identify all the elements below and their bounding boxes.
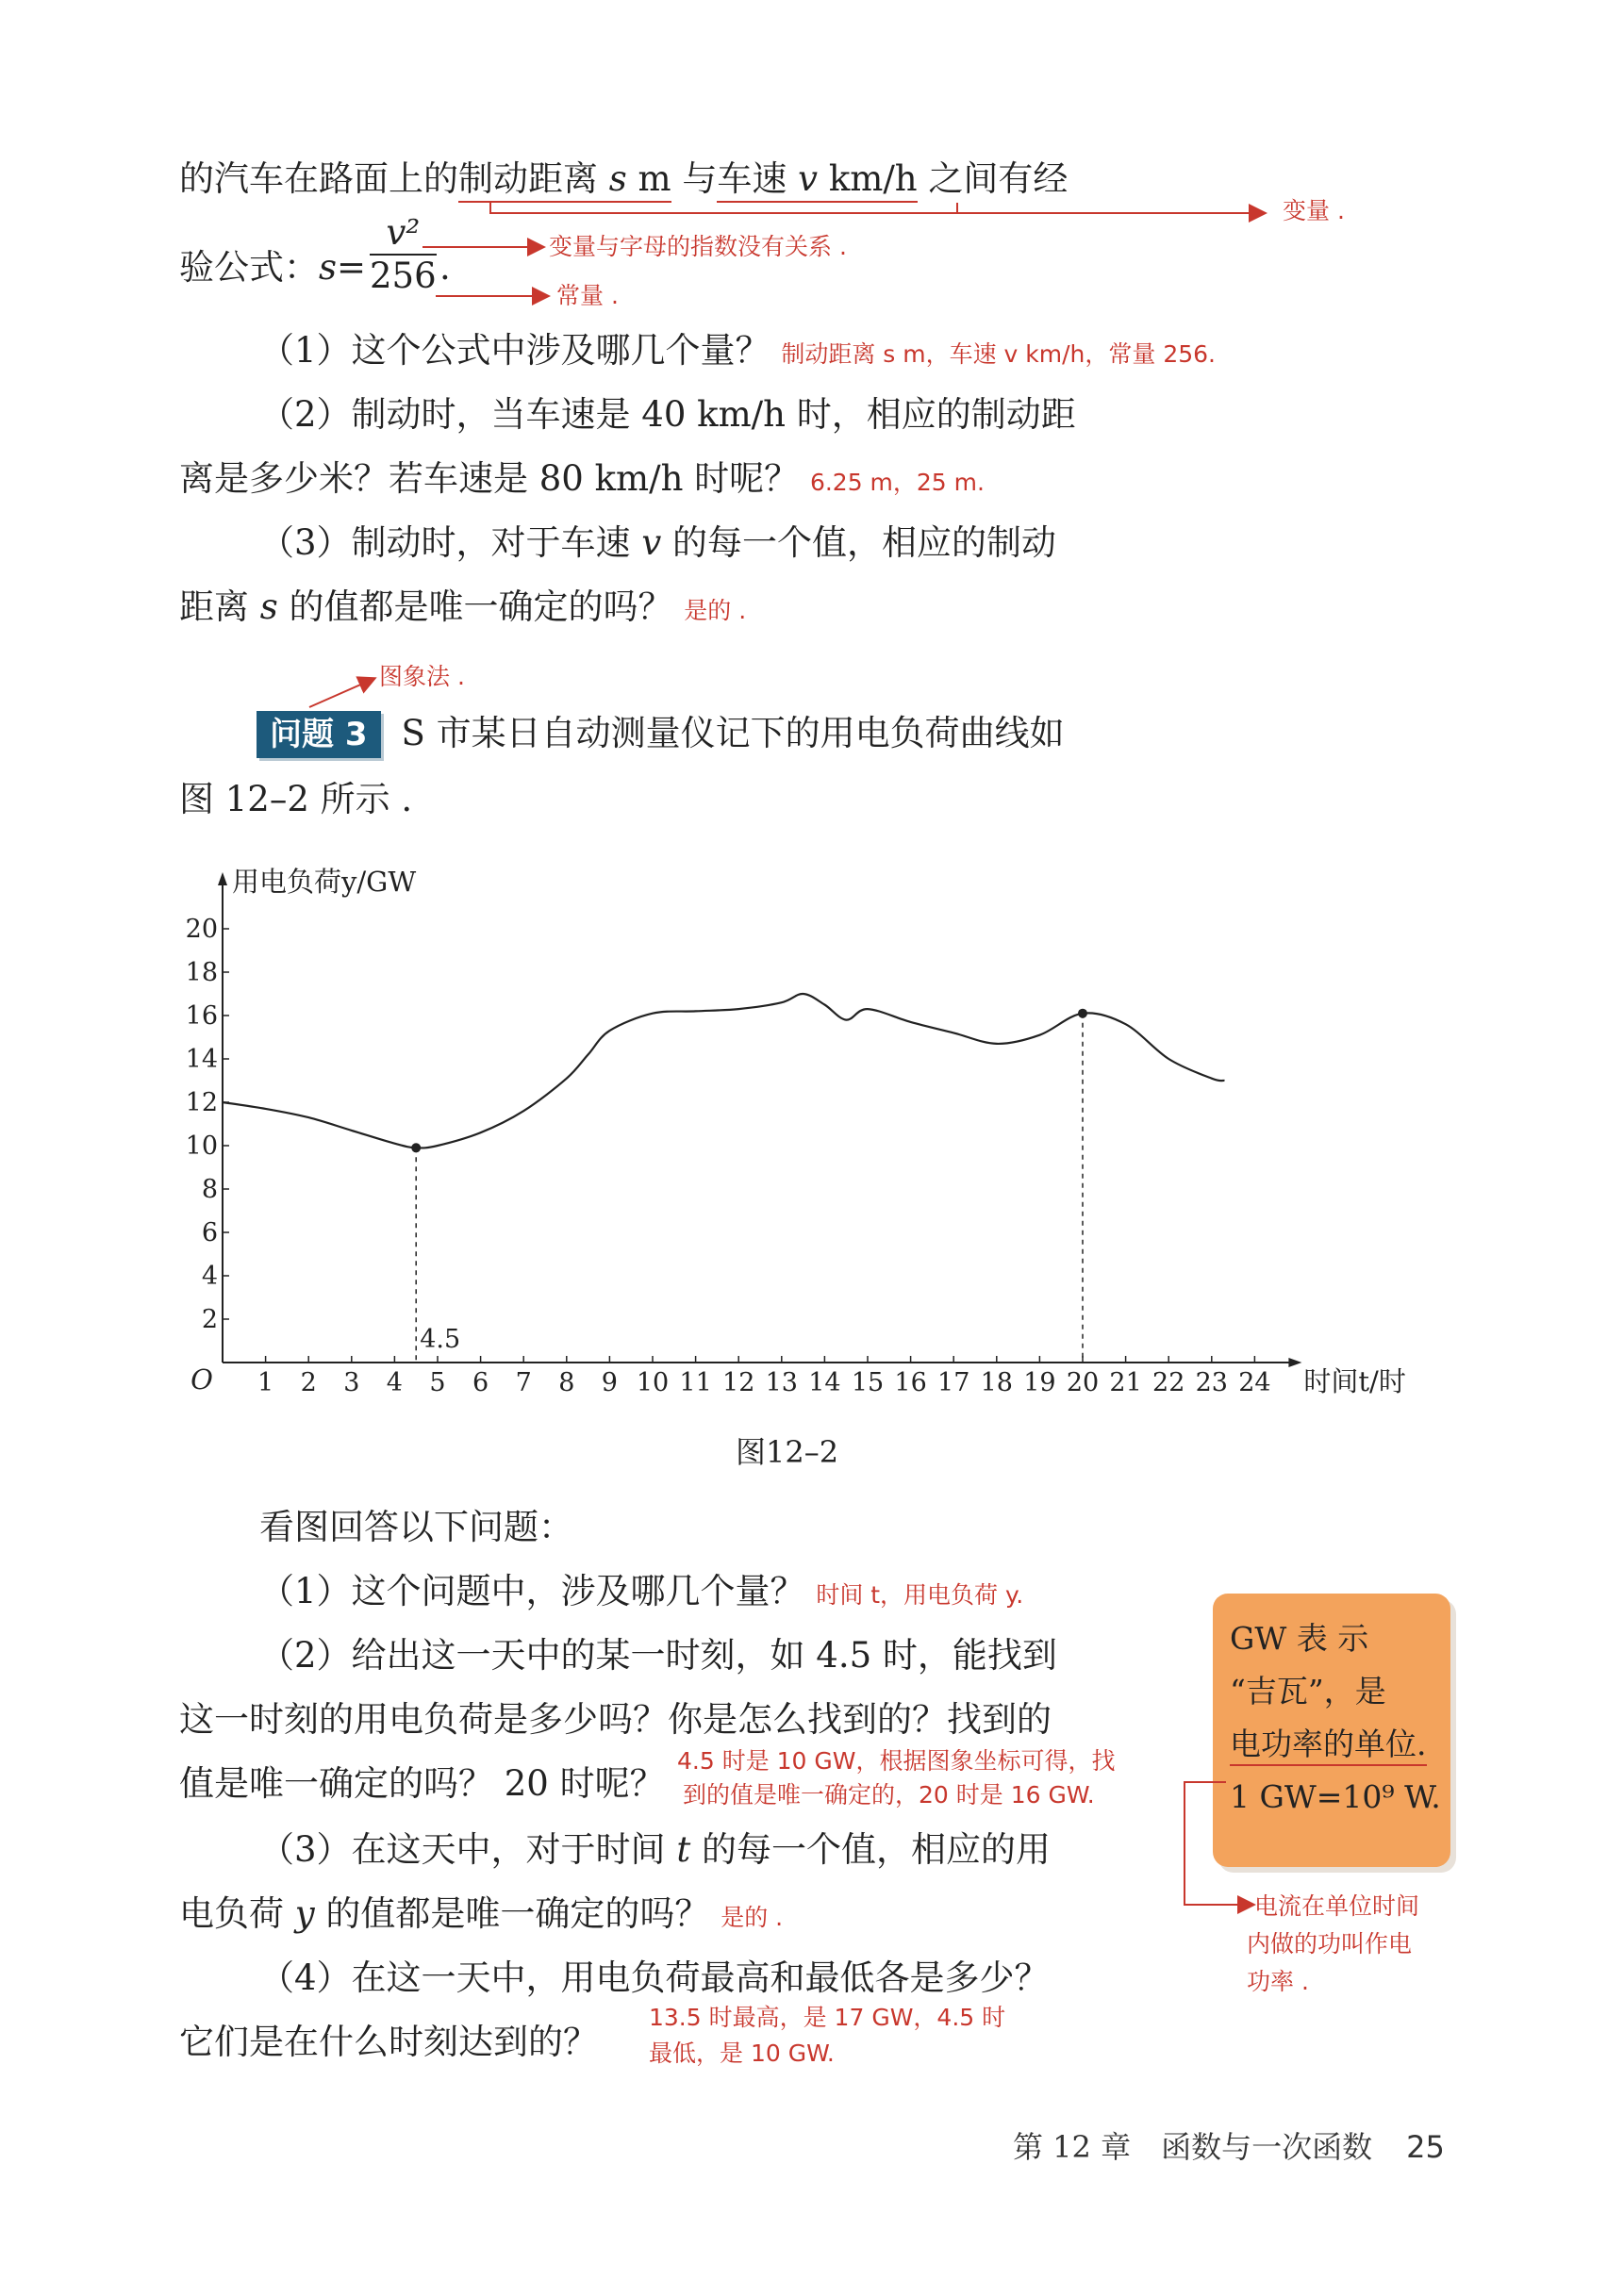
underlined-distance: 制动距离 s m [458,158,671,203]
chart-question-4-line-1: （4）在这一天中，用电负荷最高和最低各是多少？ [259,1957,1050,1998]
note-graph-method: 图象法 . [379,663,465,690]
sidebox-line-3: 电功率的单位. [1230,1718,1437,1771]
chart-answer-1: 时间 t，用电负荷 y. [816,1581,1024,1609]
question-2-line-2: 离是多少米？若车速是 80 km/h 时呢？ 6.25 m，25 m. [179,458,985,499]
x-tick-label: 4 [386,1368,403,1397]
x-tick-label: 5 [429,1368,446,1397]
formula-fraction [370,212,437,297]
y-tick-label: 6 [201,1218,218,1247]
x-tick-label: 3 [343,1368,360,1397]
x-tick-label: 11 [679,1368,712,1397]
x-tick-label: 14 [808,1368,841,1397]
x-axis-arrow [1288,1358,1301,1367]
power-load-curve [223,994,1224,1148]
x-tick-label: 12 [722,1368,755,1397]
y-axis-arrow [218,872,227,885]
chart-question-1: （1）这个问题中，涉及哪几个量？ 时间 t，用电负荷 y. [259,1571,1024,1611]
x-tick-label: 8 [558,1368,575,1397]
page-number: 25 [1406,2129,1445,2165]
formula-line: 验公式：s= [179,247,367,288]
sidebox-arrow [1169,1773,1264,1924]
y-tick-label: 4 [201,1262,218,1291]
chart-question-2-line-1: （2）给出这一天中的某一时刻，如 4.5 时，能找到 [259,1635,1057,1676]
underlined-speed: 车速 v km/h [717,158,917,203]
x-tick-label: 15 [851,1368,885,1397]
chart-question-3-line-2: 电负荷 y 的值都是唯一确定的吗？ 是的 . [179,1893,784,1934]
y-tick-label: 20 [185,915,218,944]
origin-label: O [191,1363,213,1396]
y-tick-label: 2 [201,1305,218,1334]
y-tick-label: 14 [185,1045,218,1074]
y-tick-label: 18 [185,958,218,987]
marked-point [411,1143,421,1152]
side-answer-line-3: 功率 . [1247,1968,1309,1995]
x-tick-label: 22 [1152,1368,1185,1397]
page-footer [1013,2123,1445,2167]
y-tick-label: 16 [185,1001,218,1031]
x-tick-label: 20 [1066,1368,1100,1397]
sidebox-line-4: 1 GW=10⁹ W. [1230,1778,1441,1815]
answer-3: 是的 . [684,597,747,624]
side-answer-line-2: 内做的功叫作电 [1247,1930,1413,1957]
chart-answer-2-line-1: 4.5 时是 10 GW，根据图象坐标可得，找 [677,1747,1116,1775]
x-tick-label: 1 [257,1368,274,1397]
formula-period: . [439,247,451,288]
x-tick-label: 13 [765,1368,798,1397]
bracket-line [490,203,957,213]
text-fragment: 的汽车在路面上的 [179,158,458,199]
chart-question-4-line-2: 它们是在什么时刻达到的？ [179,2022,598,2062]
problem-3-badge: 问题 3 [257,711,381,758]
x-tick-label: 21 [1109,1368,1142,1397]
y-axis-label: 用电负荷y/GW [232,866,417,898]
x-tick-label: 6 [472,1368,489,1397]
power-load-chart [141,839,1462,1397]
marked-point [1078,1009,1087,1018]
fraction-numerator: v² [370,212,437,256]
chart-question-3-line-1: （3）在这天中，对于时间 t 的每一个值，相应的用 [259,1829,1051,1870]
sidebox-line-1: GW 表 示 [1230,1620,1369,1657]
problem-3-heading: 问题 3 S 市某日自动测量仪记下的用电负荷曲线如 [257,705,1065,762]
fraction-denominator: 256 [370,256,437,296]
chart-answer-3: 是的 . [721,1904,784,1931]
x-tick-label: 9 [601,1368,618,1397]
x-tick-label: 10 [636,1368,670,1397]
x-tick-label: 7 [515,1368,532,1397]
chart-answer-2-line-2: 到的值是唯一确定的，20 时是 16 GW. [683,1781,1095,1809]
chart-question-2-line-2: 这一时刻的用电负荷是多少吗？你是怎么找到的？找到的 [179,1699,1052,1740]
question-2-line-1: （2）制动时，当车速是 40 km/h 时，相应的制动距 [259,394,1076,435]
chart-question-2-line-3: 值是唯一确定的吗？ 20 时呢？ [179,1763,665,1804]
question-3-line-1: （3）制动时，对于车速 v 的每一个值，相应的制动 [259,522,1056,563]
x-axis-label: 时间t/时 [1303,1365,1406,1397]
marked-point-label: 4.5 [420,1325,461,1354]
question-3-line-2: 距离 s 的值都是唯一确定的吗？ 是的 . [179,586,747,627]
look-instruction: 看图回答以下问题： [259,1507,573,1547]
question-1: （1）这个公式中涉及哪几个量？ 制动距离 s m，车速 v km/h，常量 256. [259,330,1216,371]
chart-answer-4-line-2: 最低，是 10 GW. [649,2040,835,2067]
x-tick-label: 19 [1023,1368,1056,1397]
sidebox-line-2: “吉瓦”，是 [1230,1673,1386,1710]
answer-2: 6.25 m，25 m. [809,469,985,496]
problem-3-line-2: 图 12–2 所示 . [179,779,413,819]
y-tick-label: 8 [201,1175,218,1204]
note-variable: 变量 . [1283,197,1345,224]
x-tick-label: 17 [937,1368,970,1397]
note-exponent: 变量与字母的指数没有关系 . [549,233,847,260]
text-line-1: 的汽车在路面上的制动距离 s m 与车速 v km/h 之间有经 [179,151,1068,207]
x-tick-label: 24 [1238,1368,1271,1397]
arrow-to-graph-method [309,679,373,707]
x-tick-label: 2 [300,1368,317,1397]
answer-1: 制动距离 s m，车速 v km/h，常量 256. [781,340,1216,368]
y-tick-label: 12 [185,1088,218,1117]
y-tick-label: 10 [185,1131,218,1161]
x-tick-label: 16 [894,1368,927,1397]
x-tick-label: 23 [1195,1368,1228,1397]
x-tick-label: 18 [980,1368,1013,1397]
side-answer-line-1: 电流在单位时间 [1254,1892,1420,1920]
chapter-title: 第 12 章 函数与一次函数 [1013,2129,1373,2165]
note-constant: 常量 . [556,282,619,309]
figure-caption: 图12–2 [736,1434,839,1470]
chart-answer-4-line-1: 13.5 时最高，是 17 GW，4.5 时 [649,2004,1006,2031]
